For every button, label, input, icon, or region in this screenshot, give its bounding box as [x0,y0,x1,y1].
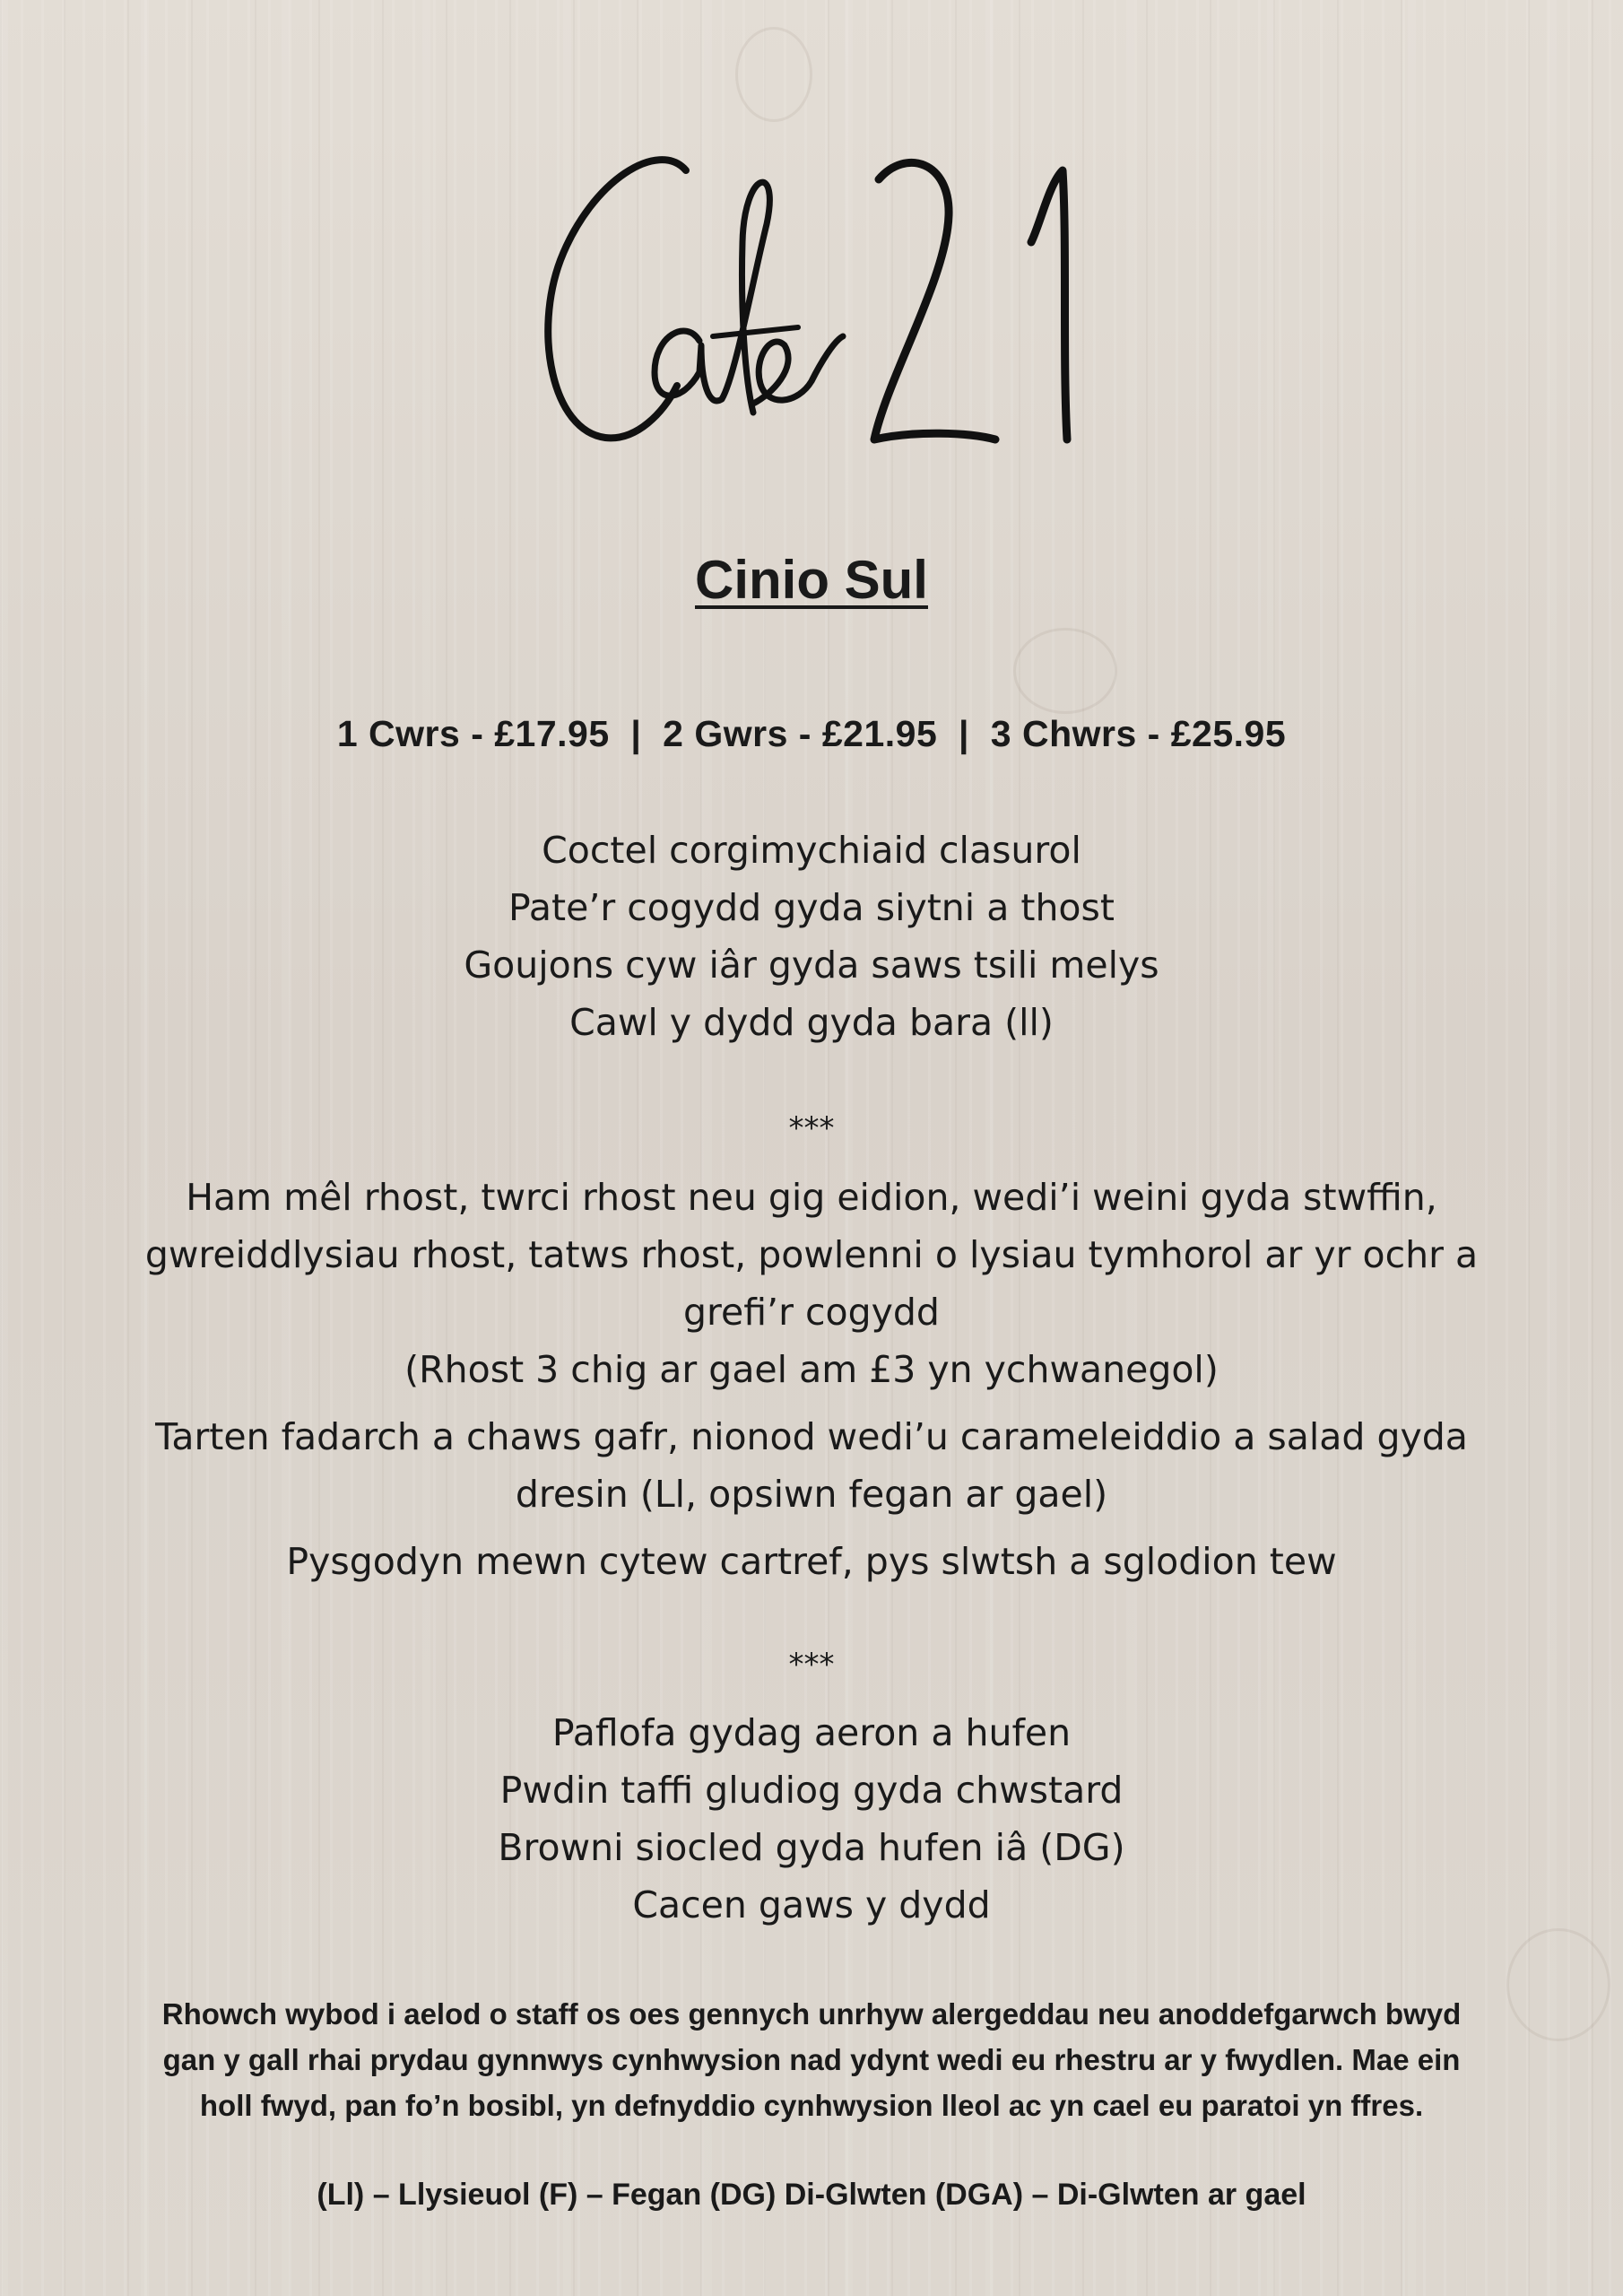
menu-item-line: Tarten fadarch a chaws gafr, nionod wedi’u carameleiddio a salad gyda [155,1415,1468,1458]
notice-line: gan y gall rhai prydau gynnwys cynhwysion nad ydynt wedi eu rhestru ar y fwydlen. Mae ein [162,2043,1461,2076]
menu-item: Browni siocled gyda hufen iâ (DG) [498,1826,1125,1869]
menu-item-line: dresin (Ll, opsiwn fegan ar gael) [515,1473,1108,1516]
menu-item-line: grefi’r cogydd [683,1291,940,1334]
course-prices: 1 Cwrs - £17.95 | 2 Gwrs - £21.95 | 3 Chwrs - £25.95 [336,713,1287,754]
main-vegetarian [0,1408,1623,1523]
starters-section [0,822,1623,1051]
menu-item: Cawl y dydd gyda bara (ll) [569,1001,1054,1044]
cafe-21-logo [529,144,1112,466]
course-divider: *** [788,1647,835,1683]
mains-section [0,1169,1623,1398]
course-divider: *** [788,1110,835,1146]
menu-item-line: (Rhost 3 chig ar gael am £3 yn ychwanegol) [404,1348,1219,1391]
menu-item: Cacen gaws y dydd [632,1883,991,1926]
menu-item: Coctel corgimychiaid clasurol [542,829,1081,872]
desserts-section [0,1704,1623,1934]
wood-knot [735,27,812,122]
wood-knot [1013,628,1117,714]
menu-item-line: gwreiddlysiau rhost, tatws rhost, powlenni o lysiau tymhorol ar yr ochr a [144,1233,1479,1276]
main-fish [0,1533,1623,1590]
menu-item: Paflofa gydag aeron a hufen [551,1711,1072,1754]
menu-item: Pysgodyn mewn cytew cartref, pys slwtsh a sglodion tew [286,1540,1337,1583]
dietary-key: (Ll) – Llysieuol (F) – Fegan (DG) Di-Glwten (DGA) – Di-Glwten ar gael [317,2178,1306,2212]
notice-line: holl fwyd, pan fo’n bosibl, yn defnyddio cynhwysion lleol ac yn cael eu paratoi yn ffres. [199,2089,1424,2122]
allergy-notice [90,1991,1533,2128]
notice-line: Rhowch wybod i aelod o staff os oes gennych unrhyw alergeddau neu anoddefgarwch bwyd [161,1997,1462,2031]
menu-item-line: Ham mêl rhost, twrci rhost neu gig eidion, wedi’i weini gyda stwffin, [186,1176,1437,1219]
menu-item: Pate’r cogydd gyda siytni a thost [508,886,1115,929]
menu-item: Pwdin taffi gludiog gyda chwstard [499,1769,1124,1812]
menu-item: Goujons cyw iâr gyda saws tsili melys [464,944,1159,987]
menu-title: Cinio Sul [695,550,928,610]
